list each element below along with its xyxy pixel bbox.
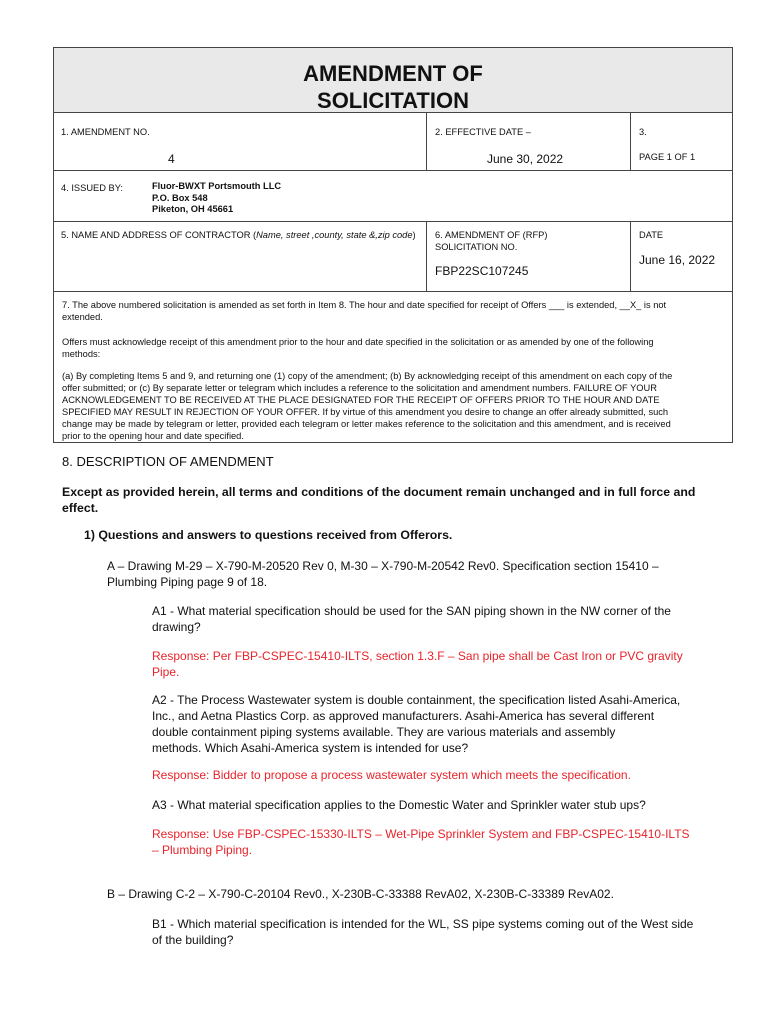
question-line: double containment piping systems available. They are various materials and assembly (152, 725, 616, 739)
issued-by-label: 4. ISSUED BY: (61, 183, 124, 193)
intro-text (62, 484, 695, 516)
question-line: of the building? (152, 933, 234, 947)
page-info: PAGE 1 OF 1 (639, 152, 696, 162)
section-8-heading: 8. DESCRIPTION OF AMENDMENT (62, 454, 274, 469)
response-a2: Response: Bidder to propose a process wastewater system which meets the specification. (152, 768, 631, 782)
methods-line: change may be made by telegram or letter, provided each telegram or letter makes reference to the solicitation and this amendment, and is received (62, 419, 671, 429)
intro-line-2: effect. (62, 501, 99, 515)
issuer-city: Piketon, OH 45661 (152, 204, 234, 214)
issuer-address (152, 181, 281, 216)
issuer-street: P.O. Box 548 (152, 192, 208, 203)
item-a-line-2: Plumbing Piping page 9 of 18. (107, 575, 268, 589)
response-line: Response: Use FBP-CSPEC-15330-ILTS – Wet-Pipe Sprinkler System and FBP-CSPEC-15410-ILTS (152, 827, 690, 841)
question-a1 (152, 603, 671, 635)
question-b1 (152, 916, 693, 948)
item-b: B – Drawing C-2 – X-790-C-20104 Rev0., X-230B-C-33388 RevA02, X-230B-C-33389 RevA02. (107, 887, 614, 901)
methods-line: (a) By completing Items 5 and 9, and returning one (1) copy of the amendment; (b) By acknowledging receipt of this amendment on each copy of the (62, 371, 673, 381)
acknowledgement-text (62, 336, 726, 360)
ack-line-2: methods: (62, 349, 101, 359)
methods-line: SPECIFIED MAY RESULT IN REJECTION OF YOUR OFFER. If by virtue of this amendment you desire to change an offer already submitted, such (62, 407, 669, 417)
item7-line-1: 7. The above numbered solicitation is amended as set forth in Item 8. The hour and date specified for receipt of Offers ___ is extended, __X_ is not (62, 300, 667, 310)
intro-line-1: Except as provided herein, all terms and conditions of the document remain unchanged and in full force and (62, 485, 696, 499)
date-label: DATE (639, 230, 664, 240)
methods-line: offer submitted; or (c) By separate letter or telegram which includes a reference to the solicitation and amendment numbers. FAILURE OF YOUR (62, 383, 657, 393)
item7-line-2: extended. (62, 312, 103, 322)
rfp-label (435, 229, 547, 253)
title-line-2: SOLICITATION (317, 88, 469, 113)
question-line: B1 - Which material specification is intended for the WL, SS pipe systems coming out of the West side (152, 917, 694, 931)
question-line: A1 - What material specification should be used for the SAN piping shown in the NW corner of the (152, 604, 671, 618)
item3-label: 3. (639, 127, 647, 137)
divider (630, 221, 631, 291)
divider (630, 113, 631, 170)
methods-line: prior to the opening hour and date specified. (62, 431, 244, 441)
contractor-label-suffix: ) (412, 230, 416, 240)
solicitation-number: FBP22SC107245 (435, 264, 529, 278)
effective-date-value: June 30, 2022 (487, 152, 564, 166)
effective-date-label: 2. EFFECTIVE DATE – (435, 127, 531, 137)
divider (53, 221, 733, 222)
contractor-label-prefix: 5. NAME AND ADDRESS OF CONTRACTOR ( (61, 230, 257, 240)
divider (426, 113, 427, 170)
response-line: Pipe. (152, 665, 180, 679)
question-line: methods. Which Asahi-America system is intended for use? (152, 741, 469, 755)
amendment-no-label: 1. AMENDMENT NO. (61, 127, 150, 137)
question-a2 (152, 692, 680, 756)
response-a3 (152, 826, 690, 858)
methods-text (62, 370, 726, 442)
question-line: drawing? (152, 620, 201, 634)
date-value: June 16, 2022 (639, 253, 716, 267)
response-line: – Plumbing Piping. (152, 843, 253, 857)
amendment-no-value: 4 (168, 152, 175, 166)
title-line-1: AMENDMENT OF (303, 61, 483, 86)
page-title (54, 60, 732, 114)
divider (53, 170, 733, 171)
title-box (53, 47, 733, 113)
rfp-label-line-2: SOLICITATION NO. (435, 242, 518, 252)
rfp-label-line-1: 6. AMENDMENT OF (RFP) (435, 230, 548, 240)
contractor-label (61, 229, 416, 241)
question-a3: A3 - What material specification applies to the Domestic Water and Sprinkler water stub ups? (152, 798, 646, 812)
item-a-line-1: A – Drawing M-29 – X-790-M-20520 Rev 0, M-30 – X-790-M-20542 Rev0. Specification section 15410 – (107, 559, 659, 573)
contractor-label-italic: Name, street ,county, state &,zip code (256, 230, 413, 240)
ack-line-1: Offers must acknowledge receipt of this amendment prior to the hour and date specified in the solicitation or as amended by one of the following (62, 337, 654, 347)
qa-heading: 1) Questions and answers to questions received from Offerors. (84, 528, 453, 542)
methods-line: ACKNOWLEDGEMENT TO BE RECEIVED AT THE PLACE DESIGNATED FOR THE RECEIPT OF OFFERS PRIOR TO THE HOUR AND DATE (62, 395, 660, 405)
divider (53, 291, 733, 292)
question-line: A2 - The Process Wastewater system is double containment, the specification listed Asahi-America, (152, 693, 681, 707)
response-line: Response: Per FBP-CSPEC-15410-ILTS, section 1.3.F – San pipe shall be Cast Iron or PVC gravity (152, 649, 683, 663)
response-a1 (152, 648, 683, 680)
question-line: Inc., and Aetna Plastics Corp. as approved manufacturers. Asahi-America has several different (152, 709, 655, 723)
item7-text (62, 299, 726, 323)
issuer-name: Fluor-BWXT Portsmouth LLC (152, 181, 282, 191)
divider (426, 221, 427, 291)
item-a (107, 558, 659, 590)
